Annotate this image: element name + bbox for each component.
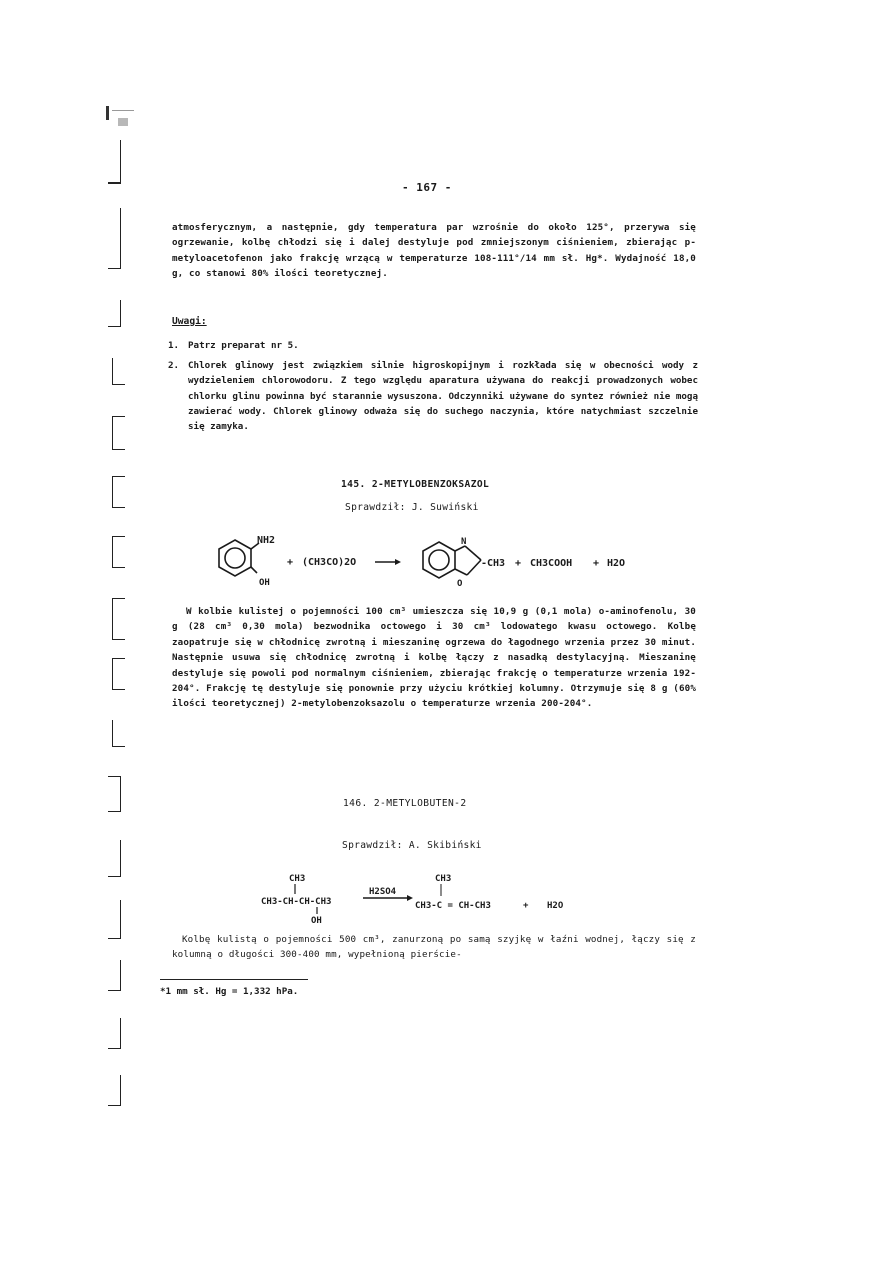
reaction-arrowhead [395, 559, 401, 565]
reaction-146-equation [255, 868, 615, 926]
note-item [168, 338, 698, 353]
section-146-title: 146. 2-METYLOBUTEN-2 [343, 798, 467, 809]
plus-sign: + [523, 901, 529, 911]
section-145-paragraph: W kolbie kulistej o pojemności 100 cm³ umieszcza się 10,9 g (0,1 mola) o-aminofenolu, 30 g (28 cm³ 0,30 mola) bezwodnika octowego i 30 cm³ lodowatego kwasu octowego. Kolbę zaopatruje się w chłodnicę zwrotną i mieszaninę ogrzewa do łagodnego wrzenia przez 30 minut. Następnie usuwa się chłodnicę zwrotną i kolbę łączy z nasadką destylacyjną. Mieszaninę destyluje się powoli pod normalnym ciśnieniem, zbierając frakcję o temperaturze wrzenia 192-204°. Frakcję tę destyluje się ponownie przy użyciu krótkiej kolumny. Otrzymuje się 8 g (60% ilości teoretycznej) 2-metylobenzoksazolu o temperaturze wrzenia 200-204°. [172, 606, 696, 710]
ring-o-label: O [457, 579, 463, 589]
section-145-title: 145. 2-METYLOBENZOKSAZOL [341, 479, 490, 490]
binder-margin-marks [100, 100, 140, 1120]
note-text: Chlorek glinowy jest związkiem silnie higroskopijnym i rozkłada się w obecności wody z wydzieleniem chlorowodoru. Z tego względu aparatura używana do reakcji prowadzonych wobec chlorku glinu powinna być starannie wysuszona. Odczynniki używane do syntez również nie mogą zawierać wody. Chlorek glinowy odważa się do suchego naczynia, które natychmiast szczelnie się zamyka. [188, 360, 698, 433]
note-text: Patrz preparat nr 5. [188, 340, 299, 351]
plus-sign: + [515, 558, 522, 569]
right-chain-label: CH3-C = CH-CH3 [415, 901, 491, 911]
notes-list [168, 338, 698, 439]
plus-sign: + [287, 557, 294, 568]
notes-heading: Uwagi: [172, 316, 207, 327]
acetic-acid-label: CH3COOH [530, 558, 573, 569]
water-label: H2O [607, 558, 626, 569]
footnote-divider [160, 979, 308, 980]
benzoxazole-ring [423, 542, 481, 578]
left-ch3-top-label: CH3 [289, 874, 306, 884]
water-label: H2O [547, 901, 564, 911]
methyl-label: -CH3 [481, 558, 506, 569]
reaction-145-equation [195, 530, 675, 592]
reactant-nh2-label: NH2 [257, 535, 276, 546]
section-145-author: Sprawdził: J. Suwiński [345, 502, 479, 513]
reaction-arrowhead [407, 895, 413, 901]
left-chain-label: CH3-CH-CH-CH3 [261, 897, 332, 907]
footnote: *1 mm sł. Hg = 1,332 hPa. [160, 986, 299, 997]
note-number: 1. [168, 340, 180, 351]
intro-paragraph: atmosferycznym, a następnie, gdy temperatura par wzrośnie do około 125°, przerywa się ogrzewanie, kolbę chłodzi się i dalej destyluje pod zmniejszonym ciśnieniem, zbierając p-metyloacetofenon jako frakcję wrzącą w temperaturze 108-111°/14 mm sł. Hg*. Wydajność 18,0 g, co stanowi 80% ilości teoretycznej. [172, 222, 696, 280]
section-146-author: Sprawdził: A. Skibiński [342, 840, 482, 851]
plus-sign: + [593, 558, 600, 569]
left-oh-label: OH [311, 916, 322, 926]
reactant-oh-label: OH [259, 578, 270, 588]
right-ch3-top-label: CH3 [435, 874, 452, 884]
section-146-paragraph: Kolbę kulistą o pojemności 500 cm³, zanurzoną po samą szyjkę w łaźni wodnej, łączy się z kolumną o długości 300-400 mm, wypełnioną pierście- [172, 934, 696, 961]
ring-n-label: N [461, 537, 467, 547]
acetic-anhydride-label: (CH3CO)2O [302, 557, 357, 568]
page-number: - 167 - [402, 181, 452, 194]
benzene-ring-reactant [219, 540, 259, 576]
reagent-h2so4-label: H2SO4 [369, 887, 397, 897]
note-item [168, 358, 698, 434]
note-number: 2. [168, 360, 180, 372]
